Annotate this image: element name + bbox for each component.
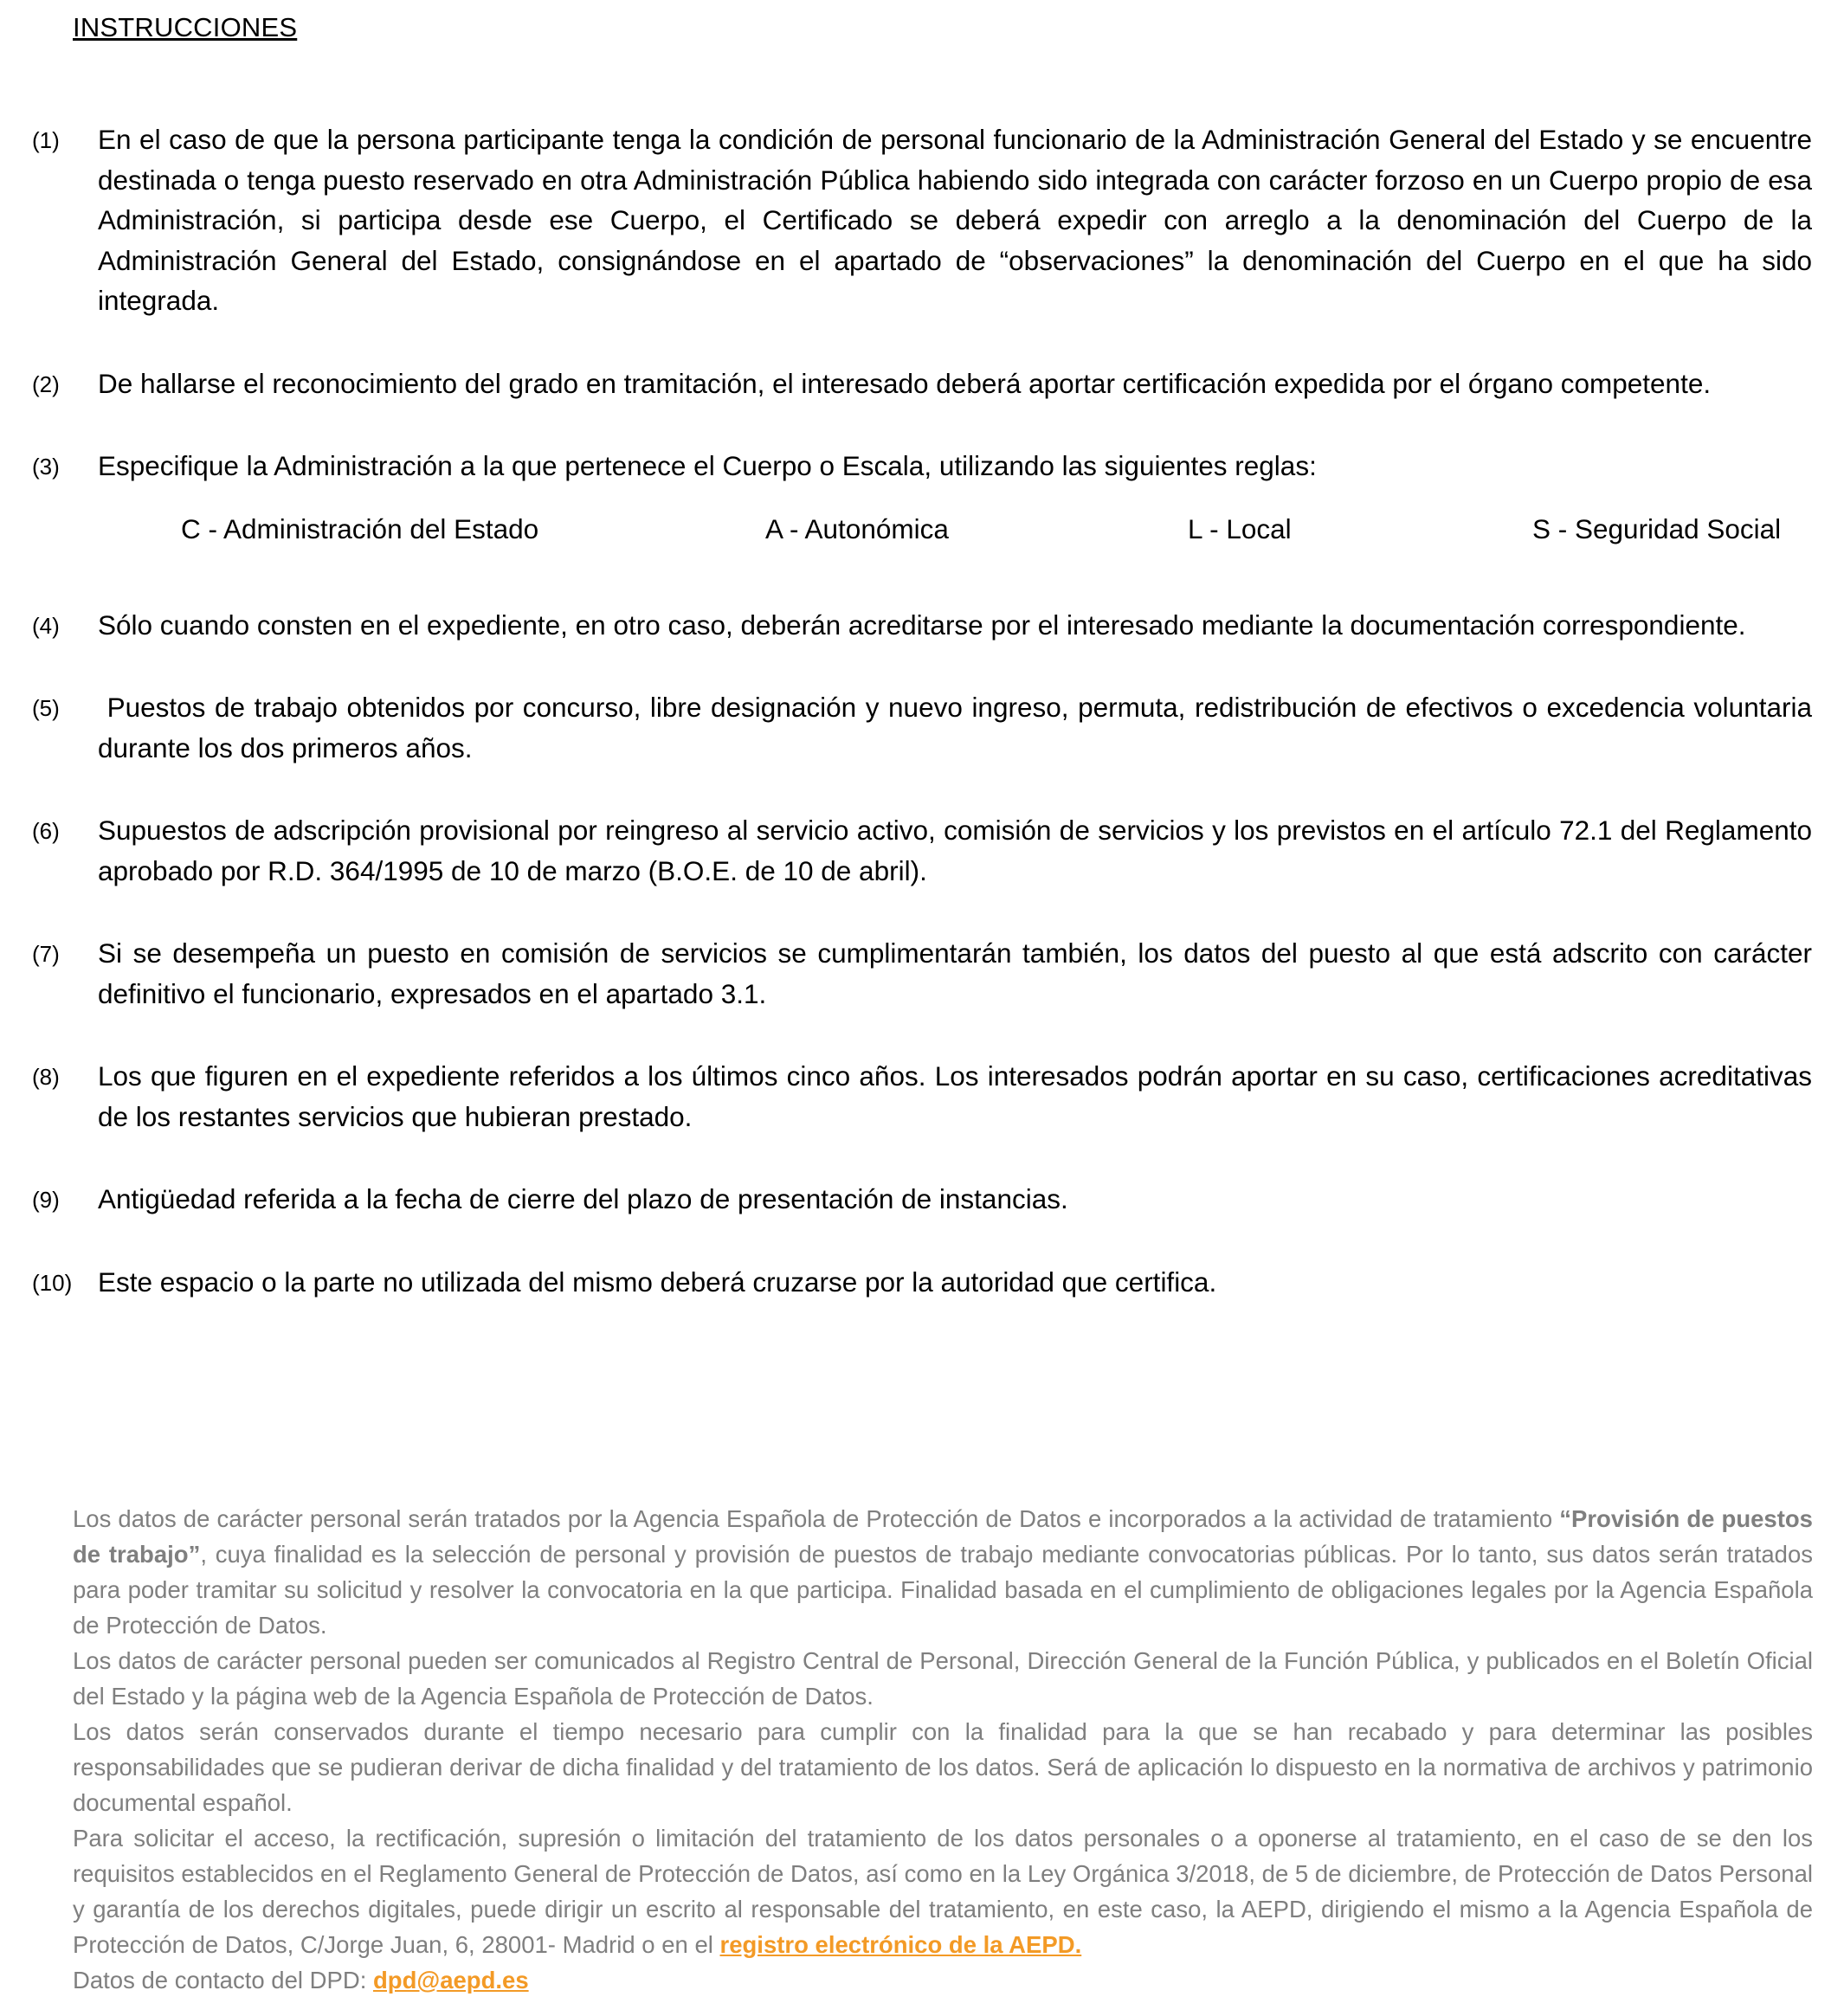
dpd-email-link[interactable]: dpd@aepd.es [373, 1967, 529, 1993]
note-number: (6) [32, 818, 60, 844]
note-number: (5) [32, 695, 60, 721]
privacy-text: , cuya finalidad es la selección de personal y provisión de puestos de trabajo mediante convocatorias públicas. Por lo tanto, sus datos serán tratados para poder tramitar su solicitud y resolver la convocatoria en la que participa. Finalidad basada en el cumplimiento de obligaciones legales por la Agencia Española de Protección de Datos. [73, 1541, 1813, 1639]
note-text: Sólo cuando consten en el expediente, en otro caso, deberán acreditarse por el interesado mediante la documentación correspondiente. [98, 609, 1746, 641]
note-number: (9) [32, 1187, 60, 1213]
privacy-notice [73, 1501, 1813, 1998]
note-number: (8) [32, 1064, 60, 1090]
code-l: L - Local [1188, 512, 1292, 544]
privacy-paragraph-1 [73, 1501, 1813, 1643]
note-text: Antigüedad referida a la fecha de cierre del plazo de presentación de instancias. [98, 1183, 1068, 1214]
note-4 [0, 605, 1831, 646]
note-9 [0, 1179, 1831, 1220]
note-number: (7) [32, 941, 60, 967]
aepd-electronic-registry-link[interactable]: registro electrónico de la AEPD. [719, 1931, 1082, 1958]
note-number: (10) [32, 1269, 73, 1296]
note-8 [0, 1056, 1831, 1137]
note-text: Puestos de trabajo obtenidos por concurso, libre designación y nuevo ingreso, permuta, redistribución de efectivos o excedencia voluntaria durante los dos primeros años. [98, 692, 1820, 763]
dpd-contact-label: Datos de contacto del DPD: [73, 1967, 373, 1993]
instructions-list [0, 119, 1831, 1344]
page-title: INSTRUCCIONES [73, 12, 298, 42]
code-s: S - Seguridad Social [1532, 512, 1782, 544]
code-c: C - Administración del Estado [181, 512, 539, 544]
privacy-paragraph-5 [73, 1962, 1813, 1998]
note-3 [0, 446, 1831, 486]
note-text: De hallarse el reconocimiento del grado en tramitación, el interesado deberá aportar certificación expedida por el órgano competente. [98, 367, 1712, 399]
administration-codes [0, 513, 1831, 558]
note-number: (3) [32, 454, 60, 480]
privacy-text: Los datos de carácter personal serán tratados por la Agencia Española de Protección de Datos e incorporados a la actividad de tratamiento [73, 1505, 1560, 1532]
privacy-text: Para solicitar el acceso, la rectificación, supresión o limitación del tratamiento de los datos personales o a oponerse al tratamiento, en el caso de se den los requisitos establecidos en el Reglamento General de Protección de Datos, así como en la Ley Orgánica 3/2018, de 5 de diciembre, de Protección de Datos Personal y garantía de los derechos digitales, puede dirigir un escrito al responsable del tratamiento, en este caso, la AEPD, dirigiendo el mismo a la Agencia Española de Protección de Datos, C/Jorge Juan, 6, 28001- Madrid o en el [73, 1825, 1813, 1958]
treatment-name: “Provisión de puestos de trabajo” [73, 1505, 1813, 1568]
note-number: (4) [32, 612, 60, 639]
note-5 [0, 687, 1831, 768]
note-text: Este espacio o la parte no utilizada del mismo deberá cruzarse por la autoridad que certifica. [98, 1266, 1217, 1298]
privacy-paragraph-2: Los datos de carácter personal pueden ser comunicados al Registro Central de Personal, Dirección General de la Función Pública, y publicados en el Boletín Oficial del Estado y la página web de la Agencia Española de Protección de Datos. [73, 1647, 1813, 1710]
note-2 [0, 364, 1831, 404]
note-number: (2) [32, 370, 60, 397]
note-10 [0, 1262, 1831, 1303]
note-text: Los que figuren en el expediente referidos a los últimos cinco años. Los interesados podrán aportar en su caso, certificaciones acreditativas de los restantes servicios que hubieran prestado. [98, 1060, 1812, 1132]
note-text: Especifique la Administración a la que pertenece el Cuerpo o Escala, utilizando las siguientes reglas: [98, 450, 1317, 481]
note-1 [0, 119, 1831, 321]
code-a: A - Autonómica [765, 512, 949, 544]
privacy-paragraph-4 [73, 1820, 1813, 1962]
note-text: En el caso de que la persona participante tenga la condición de personal funcionario de la Administración General del Estado y se encuentre destinada o tenga puesto reservado en otra Administración Pública habiendo sido integrada con carácter forzoso en un Cuerpo propio de esa Administración, si participa desde ese Cuerpo, el Certificado se deberá expedir con arreglo a la denominación del Cuerpo de la Administración General del Estado, consignándose en el apartado de “observaciones” la denominación del Cuerpo en el que ha sido integrada. [98, 124, 1812, 316]
note-7 [0, 933, 1831, 1014]
note-6 [0, 810, 1831, 891]
note-text: Si se desempeña un puesto en comisión de servicios se cumplimentarán también, los datos del puesto al que está adscrito con carácter definitivo el funcionario, expresados en el apartado 3.1. [98, 937, 1812, 1009]
note-text: Supuestos de adscripción provisional por reingreso al servicio activo, comisión de servicios y los previstos en el artículo 72.1 del Reglamento aprobado por R.D. 364/1995 de 10 de marzo (B.O.E. de 10 de abril). [98, 815, 1812, 886]
note-number: (1) [32, 127, 60, 153]
privacy-paragraph-3: Los datos serán conservados durante el tiempo necesario para cumplir con la finalidad para la que se han recabado y para determinar las posibles responsabilidades que se pudieran derivar de dicha finalidad y del tratamiento de los datos. Será de aplicación lo dispuesto en la normativa de archivos y patrimonio documental español. [73, 1718, 1813, 1816]
